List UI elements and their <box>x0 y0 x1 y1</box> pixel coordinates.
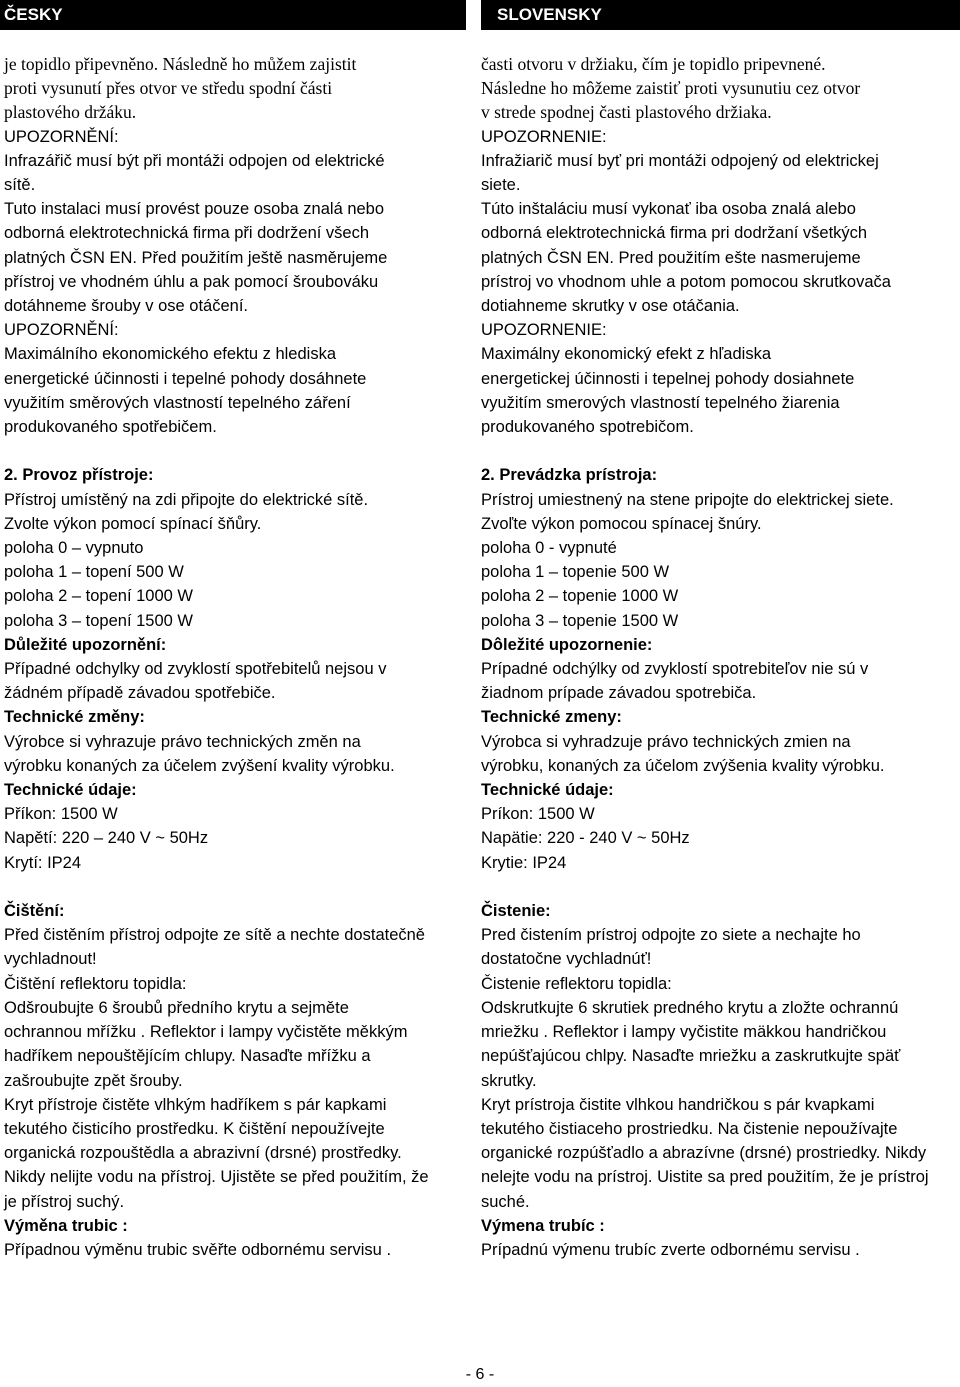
text-line: Výrobca si vyhradzuje právo technických zmien na <box>481 732 851 751</box>
text-line: nepúšťajúcou chlpy. Nasaďte mriežku a zaskrutkujte späť <box>481 1047 901 1066</box>
text-line: Pred čistením prístroj odpojte zo siete a nechajte ho <box>481 926 861 945</box>
text-line: UPOZORNĚNÍ: <box>4 321 119 340</box>
text-line: Napětí: 220 – 240 V ~ 50Hz <box>4 829 209 848</box>
text-line: poloha 1 – topenie 500 W <box>481 563 670 582</box>
text-line: Maximálního ekonomického efektu z hlediska <box>4 345 337 364</box>
text-line: suché. <box>481 1192 530 1211</box>
text-line: Zvoľte výkon pomocou spínacej šnúry. <box>481 514 762 533</box>
text-line: Tuto instalaci musí provést pouze osoba znalá nebo <box>4 200 385 219</box>
text-line: Výrobce si vyhrazuje právo technických změn na <box>4 732 361 751</box>
text-line <box>481 875 960 899</box>
text-line: poloha 2 – topení 1000 W <box>4 587 193 606</box>
text-line: Túto inštaláciu musí vykonať iba osoba znalá alebo <box>481 200 856 219</box>
section-heading: Technické údaje: <box>481 781 614 800</box>
text-line: ochrannou mřížku . Reflektor i lampy vyčistěte měkkým <box>4 1023 408 1042</box>
text-line: UPOZORNĚNÍ: <box>4 127 119 146</box>
text-line: proti vysunutí přes otvor ve středu spodní části <box>4 78 333 99</box>
section-heading: Výměna trubic : <box>4 1216 128 1235</box>
text-line: Zvolte výkon pomocí spínací šňůry. <box>4 514 262 533</box>
text-line: Případné odchylky od zvyklostí spotřebitelů nejsou v <box>4 660 387 679</box>
section-heading: Výmena trubíc : <box>481 1216 605 1235</box>
section-heading: Čištění: <box>4 902 65 921</box>
text-line: organické rozpúšťadlo a abrazívne (drsné) prostriedky. Nikdy <box>481 1144 927 1163</box>
text-line: využitím smerových vlastností tepelného žiarenia <box>481 393 840 412</box>
text-line: vychladnout! <box>4 950 97 969</box>
slovak-column <box>481 0 960 1262</box>
section-heading: Technické údaje: <box>4 781 137 800</box>
text-line: dotiahneme skrutky v ose otáčania. <box>481 297 740 316</box>
text-line: Krytie: IP24 <box>481 853 567 872</box>
text-line: mriežku . Reflektor i lampy vyčistite mäkkou handričkou <box>481 1023 887 1042</box>
text-line: Nikdy nelijte vodu na přístroj. Ujistěte se před použitím, že <box>4 1168 429 1187</box>
text-line: poloha 0 – vypnuto <box>4 539 144 558</box>
czech-column <box>0 0 466 1262</box>
text-line: žiadnom prípade závadou spotrebiča. <box>481 684 757 703</box>
text-line: výrobku, konaných za účelom zvýšenia kvality výrobku. <box>481 756 885 775</box>
section-heading: Dôležité upozornenie: <box>481 635 653 654</box>
text-line: dostatočne vychladnúť! <box>481 950 652 969</box>
page-number: - 6 - <box>465 1366 495 1383</box>
text-line: dotáhneme šrouby v ose otáčení. <box>4 297 248 316</box>
text-line: Před čistěním přístroj odpojte ze sítě a nechte dostatečně <box>4 926 425 945</box>
text-line: Kryt prístroja čistite vlhkou handričkou s pár kvapkami <box>481 1095 875 1114</box>
text-line: přístroj ve vhodném úhlu a pak pomocí šroubováku <box>4 272 379 291</box>
section-heading: Čistenie: <box>481 902 551 921</box>
text-line: poloha 2 – topenie 1000 W <box>481 587 679 606</box>
text-line <box>481 439 960 463</box>
text-line: sítě. <box>4 176 36 195</box>
text-line: Prístroj umiestnený na stene pripojte do elektrickej siete. <box>481 490 894 509</box>
text-line: tekutého čistiaceho prostriedku. Na čistenie nepoužívajte <box>481 1119 898 1138</box>
text-line: organická rozpouštědla a abrazivní (drsné) prostředky. <box>4 1144 402 1163</box>
text-line: siete. <box>481 176 521 195</box>
text-line: energetické účinnosti i tepelné pohody dosáhnete <box>4 369 367 388</box>
text-line: výrobku konaných za účelem zvýšení kvality výrobku. <box>4 756 395 775</box>
text-line: Maximálny ekonomický efekt z hľadiska <box>481 345 772 364</box>
text-line: produkovaného spotřebičem. <box>4 418 217 437</box>
text-line: platných ČSN EN. Před použitím ještě nasměrujeme <box>4 248 388 267</box>
text-line: skrutky. <box>481 1071 537 1090</box>
text-line: odborná elektrotechnická firma při dodržení všech <box>4 224 370 243</box>
text-line: poloha 3 – topení 1500 W <box>4 611 193 630</box>
text-line: poloha 1 – topení 500 W <box>4 563 184 582</box>
text-line: hadříkem nepouštějícím chlupy. Nasaďte mřížku a <box>4 1047 371 1066</box>
slovak-text <box>481 52 960 1262</box>
text-line: Infražiarič musí byť pri montáži odpojený od elektrickej <box>481 151 879 170</box>
text-line: poloha 0 - vypnuté <box>481 539 617 558</box>
text-line <box>0 875 466 899</box>
text-line: nelejte vodu na prístroj. Uistite sa pred použitím, že je prístroj <box>481 1168 929 1187</box>
text-line: tekutého čisticího prostředku. K čištění nepoužívejte <box>4 1119 385 1138</box>
section-heading: 2. Prevádzka prístroja: <box>481 466 658 485</box>
text-line: Odskrutkujte 6 skrutiek predného krytu a zložte ochrannú <box>481 998 899 1017</box>
text-line: Infrazářič musí být při montáži odpojen od elektrické <box>4 151 385 170</box>
text-line: UPOZORNENIE: <box>481 127 607 146</box>
section-heading: 2. Provoz přístroje: <box>4 466 154 485</box>
text-line: v strede spodnej časti plastového držiaka. <box>481 102 772 123</box>
text-line: Prípadnú výmenu trubíc zverte odbornému servisu . <box>481 1240 860 1259</box>
text-line: Následne ho môžeme zaistiť proti vysunutiu cez otvor <box>481 78 861 99</box>
text-line: časti otvoru v držiaku, čím je topidlo pripevnené. <box>481 54 826 74</box>
text-line: energetickej účinnosti i tepelnej pohody dosiahnete <box>481 369 855 388</box>
text-line: prístroj vo vhodnom uhle a potom pomocou skrutkovača <box>481 272 891 291</box>
text-line: využitím směrových vlastností tepelného záření <box>4 393 351 412</box>
text-line: Prípadné odchýlky od zvyklostí spotrebiteľov nie sú v <box>481 660 869 679</box>
text-line: Přístroj umístěný na zdi připojte do elektrické sítě. <box>4 490 369 509</box>
slovak-header: SLOVENSKY <box>481 0 960 30</box>
text-line: je přístroj suchý. <box>4 1192 125 1211</box>
text-line: odborná elektrotechnická firma pri dodržaní všetkých <box>481 224 868 243</box>
text-line: Krytí: IP24 <box>4 853 82 872</box>
czech-header: ČESKY <box>0 0 466 30</box>
text-line: Čištění reflektoru topidla: <box>4 974 187 993</box>
text-line: je topidlo připevněno. Následně ho můžem zajistit <box>4 54 357 74</box>
text-line: Príkon: 1500 W <box>481 805 595 824</box>
section-heading: Důležité upozornění: <box>4 635 167 654</box>
text-line: Příkon: 1500 W <box>4 805 118 824</box>
text-line <box>0 439 466 463</box>
text-line: platných ČSN EN. Pred použitím ešte nasmerujeme <box>481 248 861 267</box>
text-line: žádném případě závadou spotřebiče. <box>4 684 276 703</box>
text-line: Napätie: 220 - 240 V ~ 50Hz <box>481 829 690 848</box>
text-line: Čistenie reflektoru topidla: <box>481 974 672 993</box>
text-line: Kryt přístroje čistěte vlhkým hadříkem s pár kapkami <box>4 1095 387 1114</box>
text-line: Odšroubujte 6 šroubů předního krytu a sejměte <box>4 998 349 1017</box>
text-line: poloha 3 – topenie 1500 W <box>481 611 679 630</box>
text-line: zašroubujte zpět šrouby. <box>4 1071 183 1090</box>
section-heading: Technické zmeny: <box>481 708 622 727</box>
czech-text <box>0 52 466 1262</box>
section-heading: Technické změny: <box>4 708 145 727</box>
text-line: Případnou výměnu trubic svěřte odbornému servisu . <box>4 1240 392 1259</box>
text-line: plastového držáku. <box>4 102 137 123</box>
text-line: UPOZORNENIE: <box>481 321 607 340</box>
text-line: produkovaného spotrebičom. <box>481 418 694 437</box>
